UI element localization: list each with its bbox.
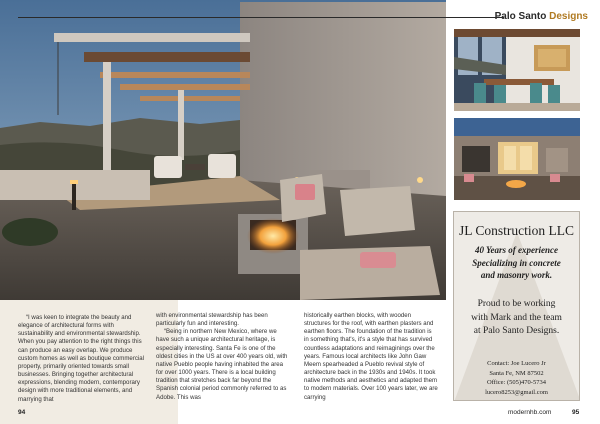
magazine-section-title — [495, 11, 588, 22]
ad-contact-name: Contact: Joe Lucero Jr — [487, 360, 546, 367]
page-number-left: 94 — [18, 409, 26, 416]
title-main: Palo Santo — [494, 11, 547, 22]
ad-tagline-line1: 40 Years of experience — [474, 245, 559, 255]
article-column-1 — [18, 314, 146, 404]
article-paragraph: “Being in northern New Mexico, where we have such a unique architectural heritage, is especially interesting. Santa Fe is one of the oldest cities in the US at over 400 years old, with native Pueblo people having inhabited the area for over 1000 years. There is a local building tradition that stretches back far beyond the Spanish colonial period commonly referred to as Adobe. This was — [156, 328, 288, 401]
ad-proud-message — [458, 298, 575, 339]
website-url[interactable]: modernhb.com — [508, 409, 552, 416]
advertisement-jl-construction — [453, 211, 580, 401]
ad-contact-block — [458, 359, 575, 397]
article-paragraph: with environmental stewardship has been particularly fun and interesting. — [156, 312, 268, 328]
title-accent: Designs — [549, 11, 588, 22]
article-column-3 — [304, 312, 438, 402]
article-paragraph: historically earthen blocks, with wooden structures for the roof, with earthen plasters and earthen floors. The foundation of the tradition is in something that's, it's a style that has survived countless adaptations and reimaginings over the years. Famous local architects like John Gaw Meem spearheaded a Pueblo revival style of architecture back in the 1930s and 1940s. It took native methods and aesthetics and adapted them to modern materials. Over 100 years later, we are carrying — [304, 312, 438, 401]
ad-tagline — [458, 244, 575, 282]
photo-house-exterior — [454, 118, 580, 200]
header-rule — [18, 17, 504, 18]
ad-proud-line1: Proud to be working — [477, 299, 556, 309]
ad-contact-city: Santa Fe, NM 87502 — [489, 369, 544, 377]
page-number-right: 95 — [572, 409, 580, 416]
article-column-2 — [156, 312, 290, 402]
ad-tagline-line3: and masonry work. — [480, 270, 553, 280]
ad-proud-line3: at Palo Santo Designs. — [473, 326, 560, 336]
photo-dining-room — [454, 29, 580, 111]
ad-contact-phone: Office: (505)470-5734 — [487, 379, 546, 386]
ad-company-name: JL Construction LLC — [459, 223, 574, 238]
ad-tagline-line2: Specializing in concrete — [472, 257, 561, 268]
ad-proud-line2: with Mark and the team — [471, 312, 562, 323]
ad-contact-email[interactable]: lucero8253@gmail.com — [485, 388, 548, 396]
article-paragraph: “I was keen to integrate the beauty and elegance of architectural forms with sustainability and environmental stewardship. When you pay attention to the right things this can produce an easy overlap. We produce custom homes as well as boutique commercial property, primarily oriented towards small businesses. Bringing together architectural expressions, blending modern, contemporary design with more traditional elements, and marrying that — [18, 314, 144, 403]
